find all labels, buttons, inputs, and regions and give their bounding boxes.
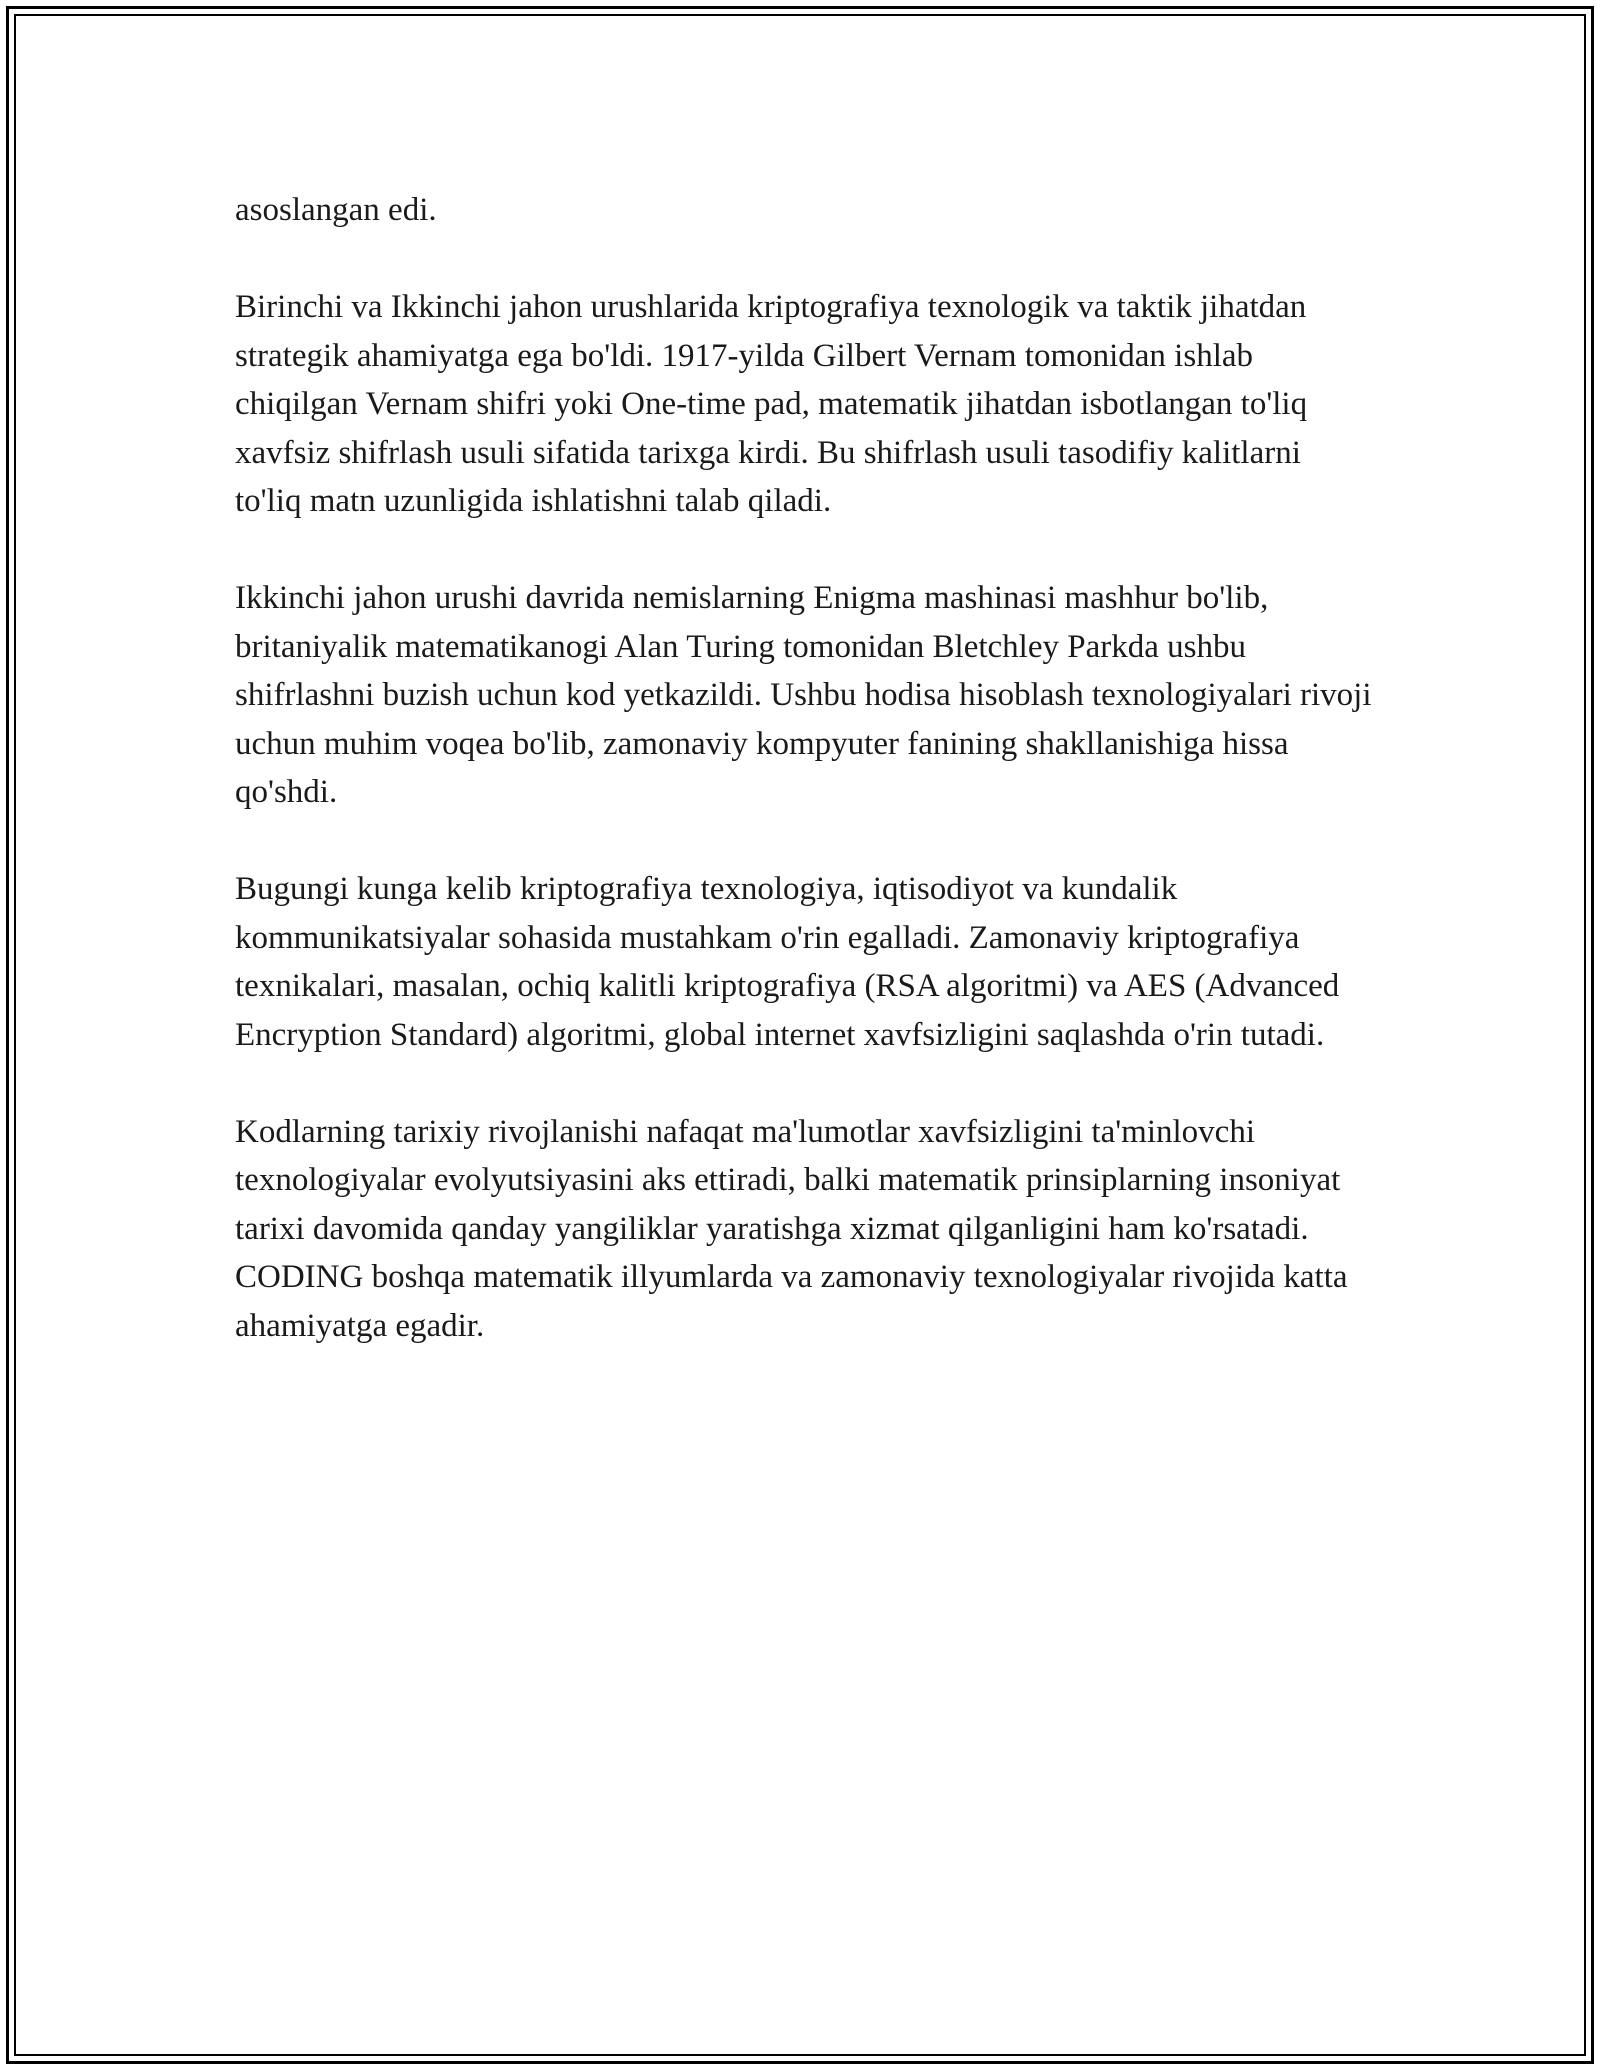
paragraph: asoslangan edi. xyxy=(235,192,437,228)
paragraph: Ikkinchi jahon urushi davrida nemislarning Enigma mashinasi mashhur bo'lib, britaniyalik matematikanogi Alan Turing tomonidan Bletchley Parkda ushbu shifrlashni buzish uchun kod yetkazildi. Ushbu hodisa hisoblash texnologiyalari rivoji uchun muhim voqea bo'lib, zamonaviy kompyuter fanining shakllanishiga hissa qo'shdi. xyxy=(235,580,1372,810)
paragraph: Kodlarning tarixiy rivojlanishi nafaqat ma'lumotlar xavfsizligini ta'minlovchi texnologiyalar evolyutsiyasini aks ettiradi, balki matematik prinsiplarning insoniyat tarixi davomida qanday yangiliklar yaratishga xizmat qilganligini ham ko'rsatadi. CODING boshqa matematik illyumlarda va zamonaviy texnologiyalar rivojida katta ahamiyatga egadir. xyxy=(235,1113,1348,1344)
paragraph: Birinchi va Ikkinchi jahon urushlarida kriptografiya texnologik va taktik jihatdan strategik ahamiyatga ega bo'ldi. 1917-yilda Gilbert Vernam tomonidan ishlab chiqilgan Vernam shifri yoki One-time pad, matematik jihatdan isbotlangan to'liq xavfsiz shifrlash usuli sifatida tarixga kirdi. Bu shifrlash usuli tasodifiy kalitlarni to'liq matn uzunligida ishlatishni talab qiladi. xyxy=(235,289,1308,519)
document-body xyxy=(235,186,1375,1399)
paragraph: Bugungi kunga kelib kriptografiya texnologiya, iqtisodiyot va kundalik kommunikatsiyalar sohasida mustahkam o'rin egalladi. Zamonaviy kriptografiya texnikalari, masalan, ochiq kalitli kriptografiya (RSA algoritmi) va AES (Advanced Encryption Standard) algoritmi, global internet xavfsizligini saqlashda o'rin tutadi. xyxy=(235,871,1340,1053)
